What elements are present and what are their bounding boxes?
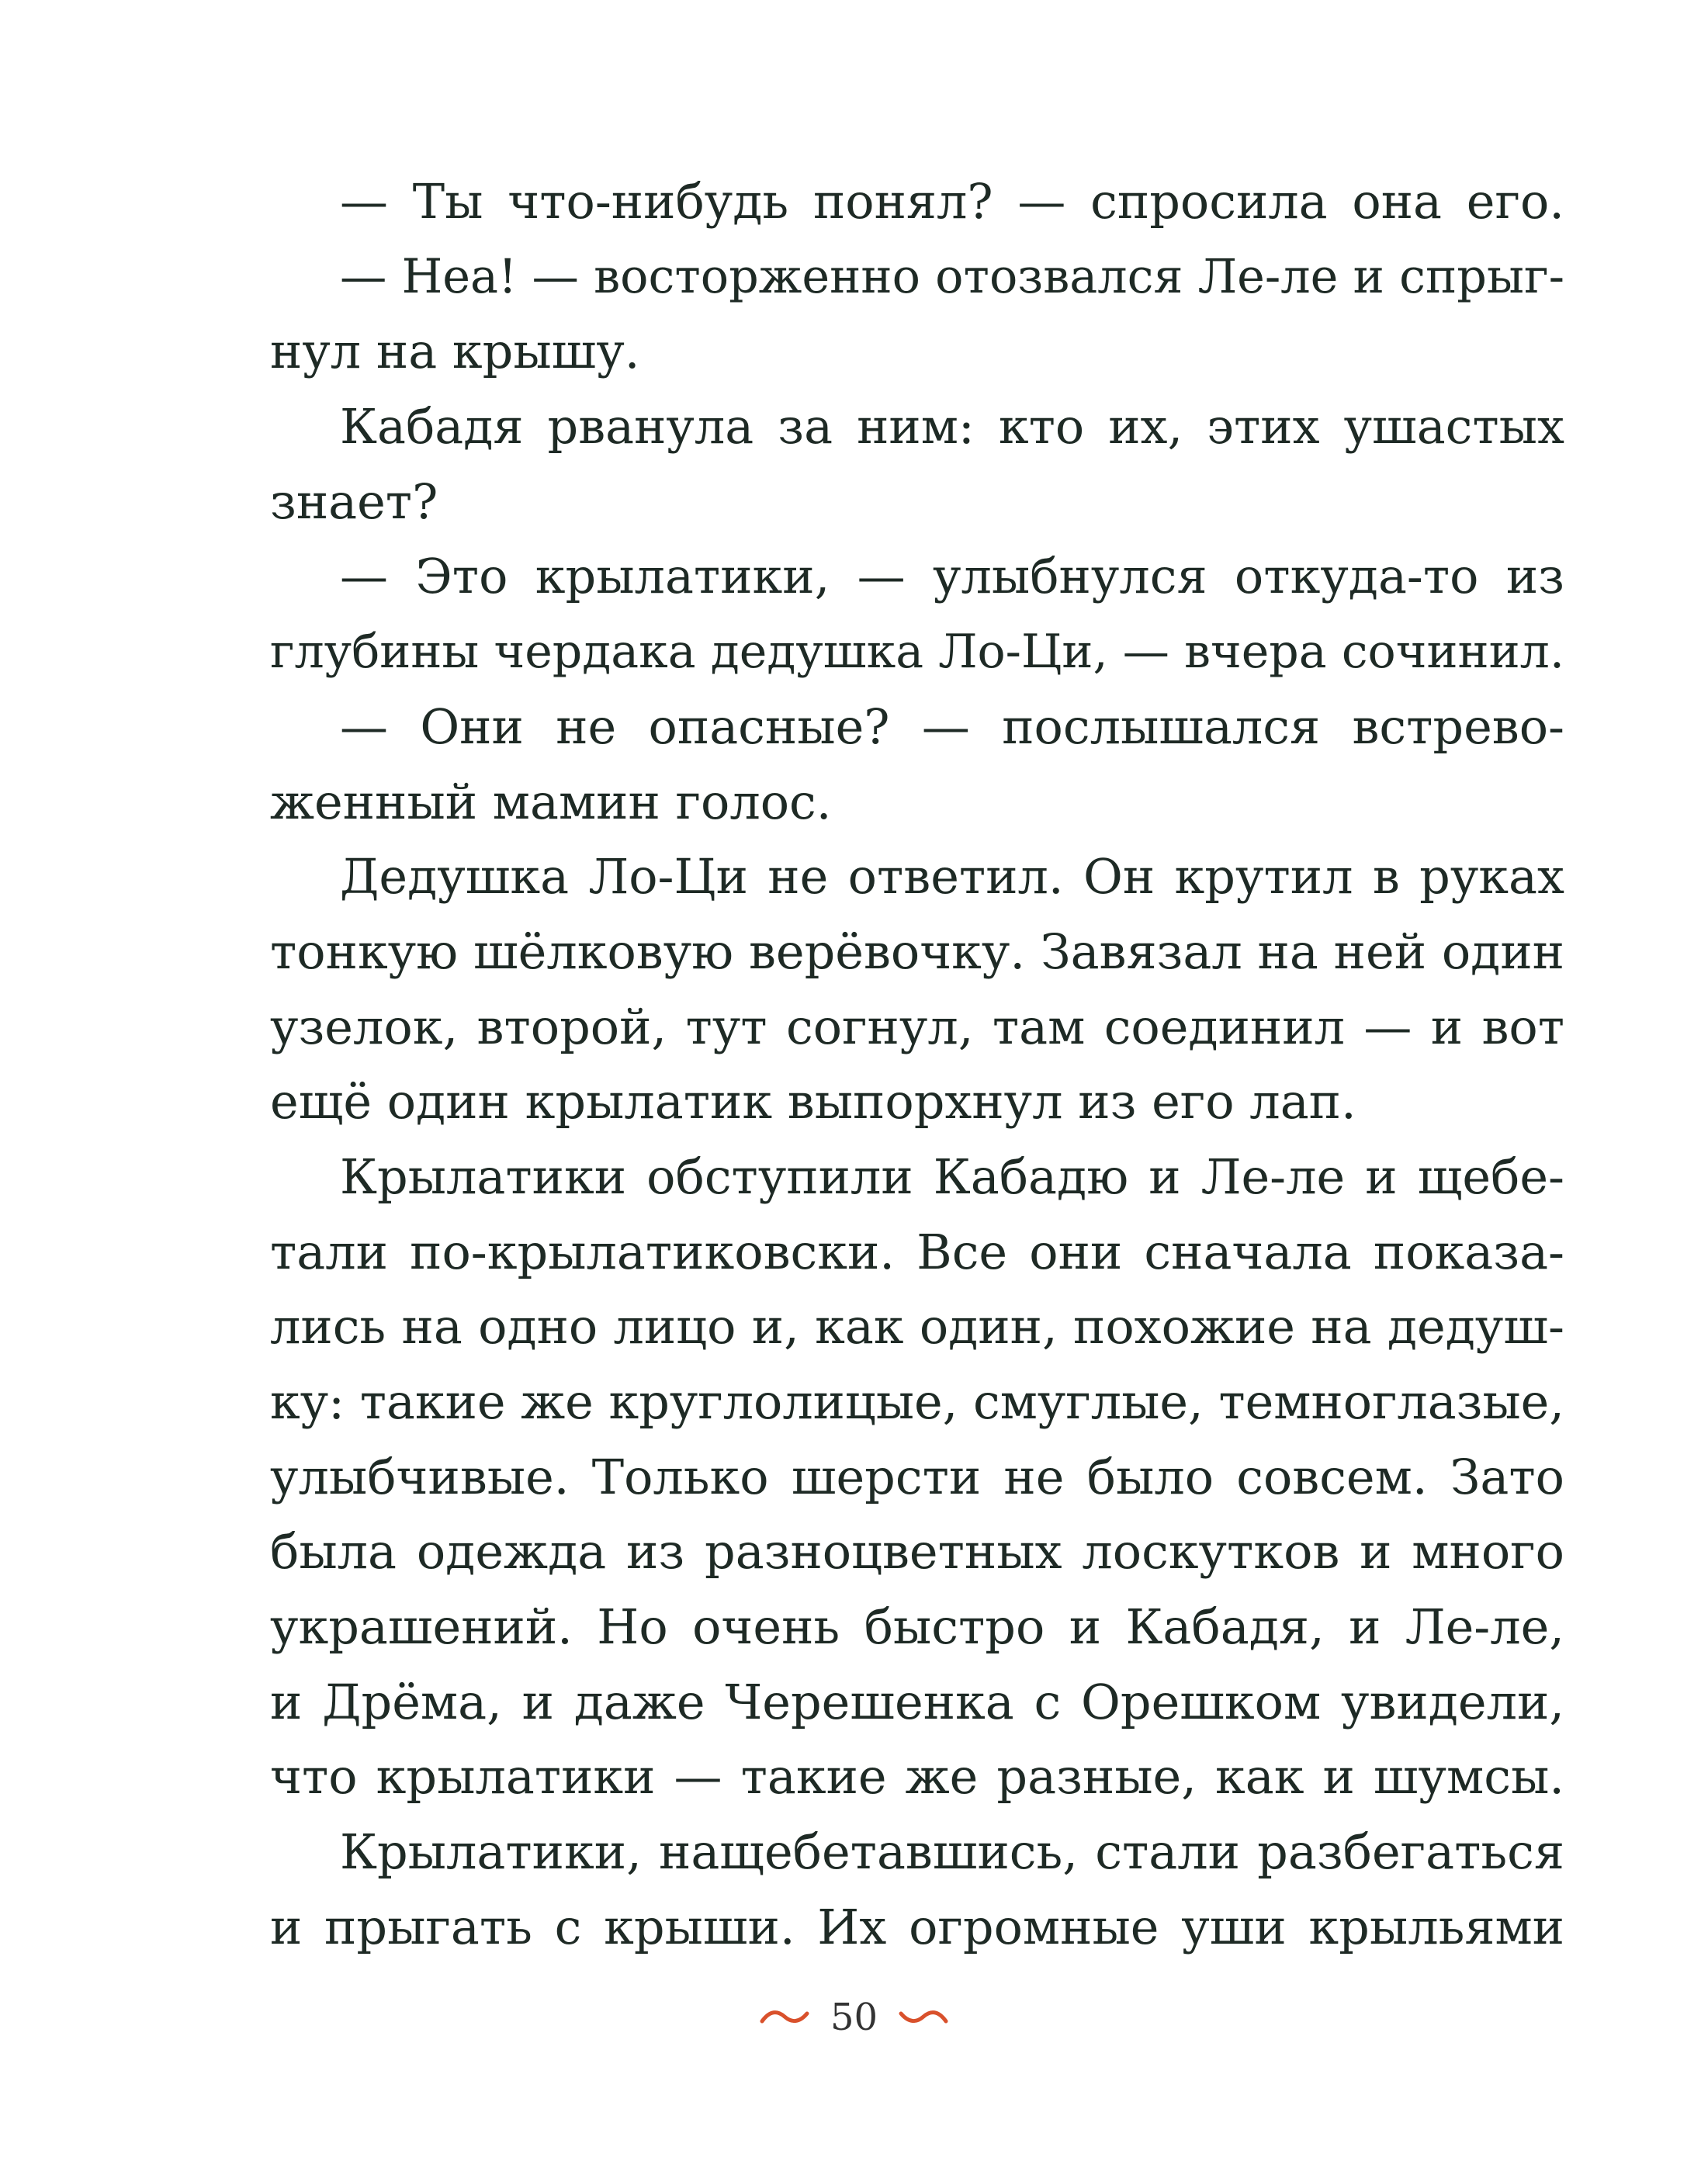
text-line: тонкую шёлковую верёвочку. Завязал на ней один [270, 923, 1564, 980]
tilde-ornament-left-icon [759, 2006, 810, 2029]
text-line: — Неа! — восторженно отозвался Ле-ле и спрыг- [340, 249, 1564, 304]
text-line: была одежда из разноцветных лоскутков и много [270, 1523, 1564, 1581]
text-line: — Они не опасные? — послышался встрево- [340, 698, 1564, 755]
text-line: тали по-крылатиковски. Все они сначала показа- [270, 1223, 1564, 1280]
text-line: украшений. Но очень быстро и Кабадя, и Ле-ле, [270, 1598, 1564, 1656]
text-line: ещё один крылатик выпорхнул из его лап. [270, 1073, 1356, 1131]
text-line: нул на крышу. [270, 323, 640, 380]
text-line: улыбчивые. Только шерсти не было совсем. Зато [270, 1448, 1564, 1505]
text-line: глубины чердака дедушка Ло-Ци, — вчера сочинил. [270, 625, 1564, 680]
text-line: лись на одно лицо и, как один, похожие на дедуш- [270, 1298, 1564, 1356]
text-line: — Это крылатики, — улыбнулся откуда-то из [340, 548, 1564, 605]
text-line: женный мамин голос. [270, 773, 832, 830]
text-line: знает? [270, 473, 438, 530]
text-line: и Дрёма, и даже Черешенка с Орешком увидели, [270, 1673, 1564, 1730]
text-line: Дедушка Ло-Ци не ответил. Он крутил в руках [340, 848, 1564, 905]
text-line: Крылатики обступили Кабадю и Ле-ле и щебе- [340, 1148, 1564, 1205]
text-line: — Ты что-нибудь понял? — спросила она его. [340, 173, 1564, 230]
text-line: и прыгать с крыши. Их огромные уши крыльями [270, 1898, 1564, 1955]
text-line: узелок, второй, тут согнул, там соединил — и вот [270, 998, 1564, 1055]
tilde-ornament-right-icon [898, 2006, 949, 2029]
text-line: Крылатики, нащебетавшись, стали разбегаться [340, 1823, 1564, 1881]
body-text [270, 164, 1564, 1965]
page-footer [0, 1994, 1708, 2041]
text-line: что крылатики — такие же разные, как и шумсы. [270, 1748, 1564, 1806]
text-line: Кабадя рванула за ним: кто их, этих ушастых [340, 398, 1564, 455]
text-line: ку: такие же круглолицые, смуглые, темноглазые, [270, 1374, 1564, 1430]
page-number: 50 [830, 1996, 878, 2039]
